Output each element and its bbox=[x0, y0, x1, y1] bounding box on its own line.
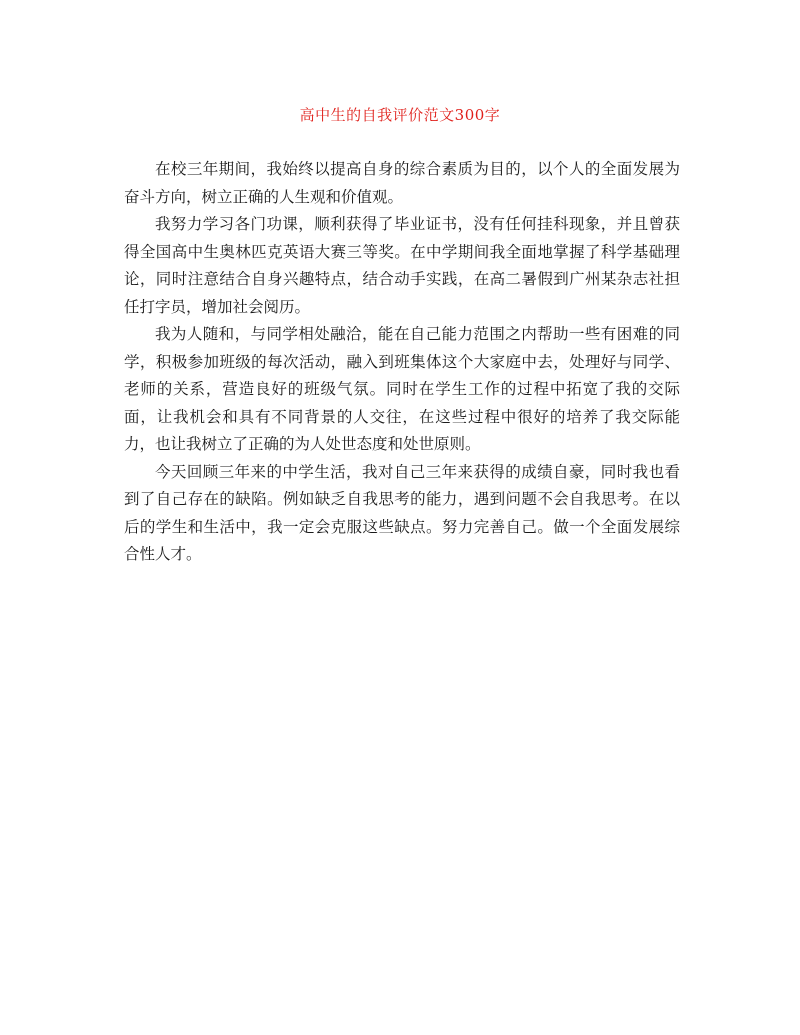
paragraph-4: 今天回顾三年来的中学生活，我对自己三年来获得的成绩自豪，同时我也看到了自己存在的缺陷。例如缺乏自我思考的能力，遇到问题不会自我思考。在以后的学生和生活中，我一定会克服这些缺点。努力完善自己。做一个全面发展综合性人才。 bbox=[124, 462, 680, 563]
paragraph-3: 我为人随和，与同学相处融洽，能在自己能力范围之内帮助一些有困难的同学，积极参加班级的每次活动，融入到班集体这个大家庭中去，处理好与同学、老师的关系，营造良好的班级气氛。同时在学生工作的过程中拓宽了我的交际面，让我机会和具有不同背景的人交往，在这些过程中很好的培养了我交际能力，也让我树立了正确的为人处世态度和处世原则。 bbox=[124, 325, 680, 453]
document-title: 高中生的自我评价范文300字 bbox=[299, 106, 501, 124]
paragraph-2: 我努力学习各门功课，顺利获得了毕业证书，没有任何挂科现象，并且曾获得全国高中生奥林匹克英语大赛三等奖。在中学期间我全面地掌握了科学基础理论，同时注意结合自身兴趣特点，结合动手实践，在高二暑假到广州某杂志社担任打字员，增加社会阅历。 bbox=[124, 215, 680, 316]
document-body bbox=[124, 156, 680, 569]
paragraph-1: 在校三年期间，我始终以提高自身的综合素质为目的，以个人的全面发展为奋斗方向，树立正确的人生观和价值观。 bbox=[124, 160, 680, 206]
